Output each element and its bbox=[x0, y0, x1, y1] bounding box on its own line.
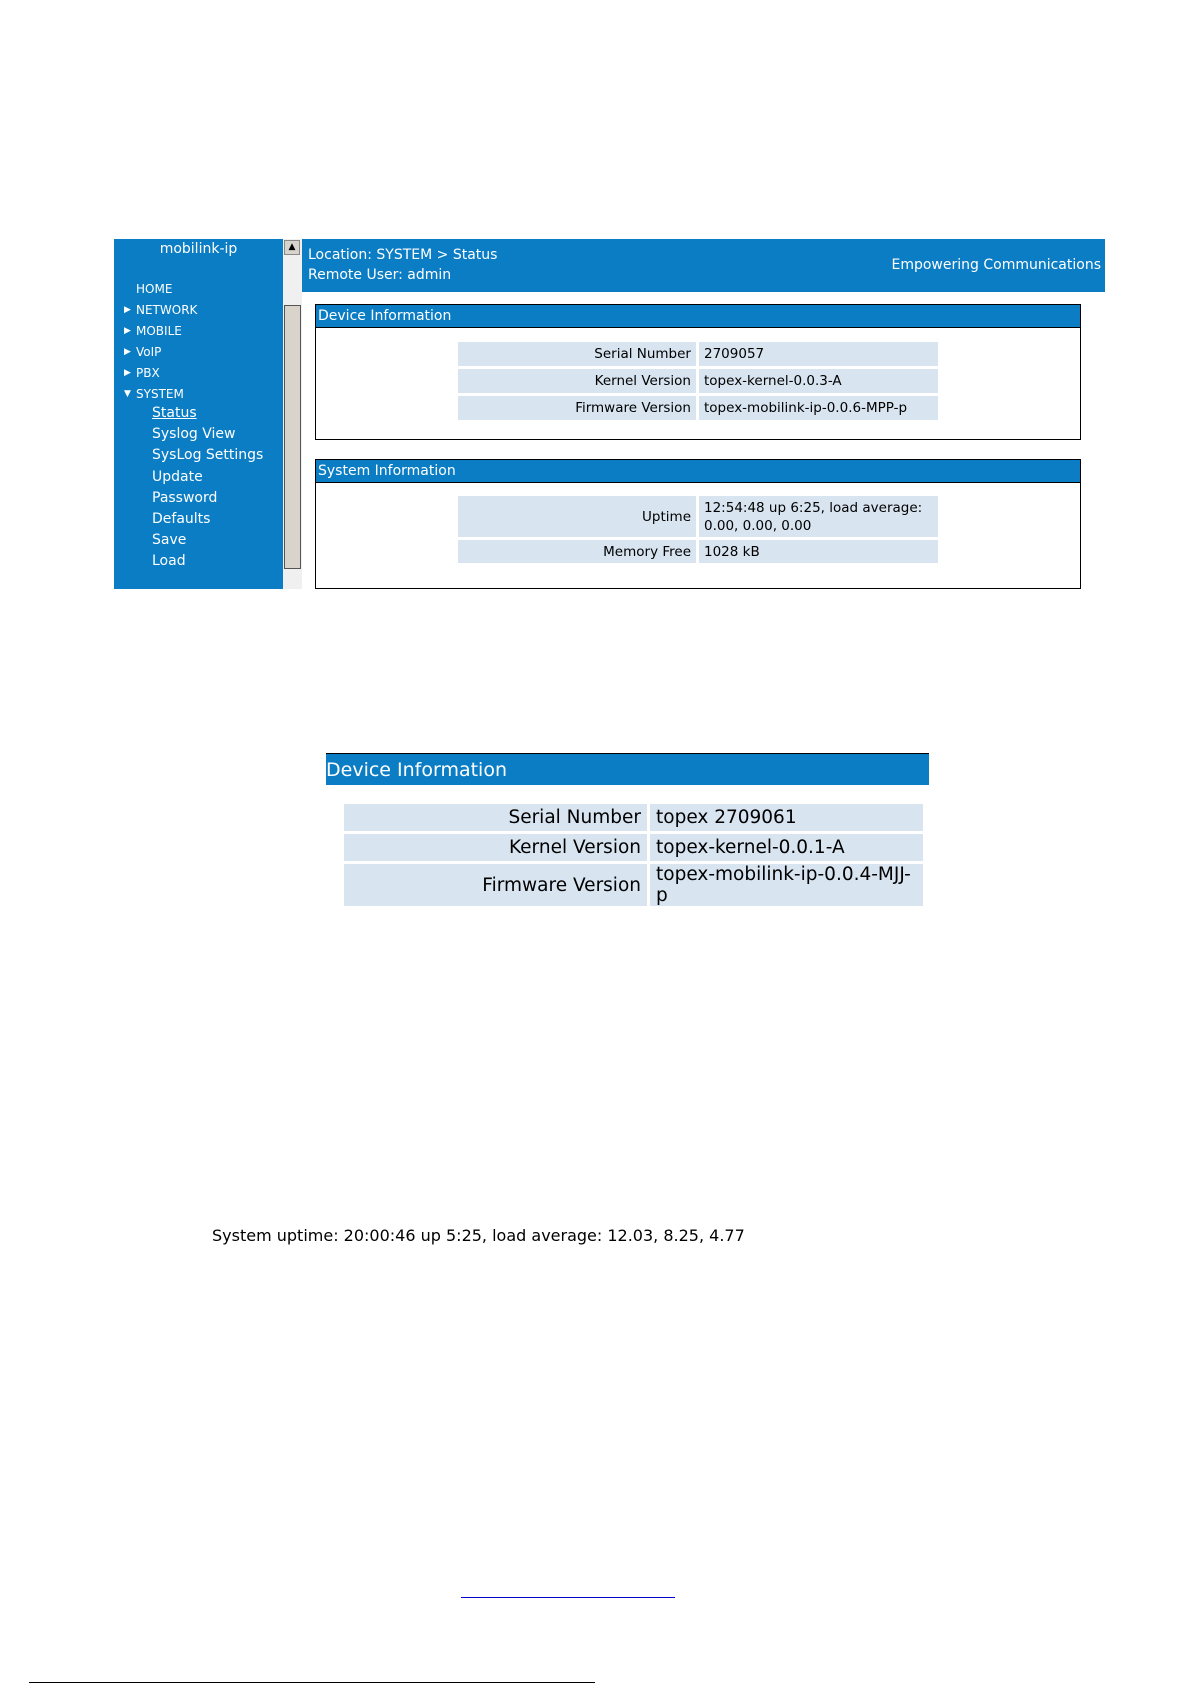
row-label: Serial Number bbox=[458, 342, 699, 366]
expand-arrow-icon: ▶ bbox=[124, 368, 131, 378]
submenu-item-defaults[interactable]: Defaults bbox=[152, 510, 211, 527]
row-value: topex-kernel-0.0.1-A bbox=[650, 834, 923, 861]
submenu-item-save[interactable]: Save bbox=[152, 532, 187, 549]
expand-arrow-icon: ▶ bbox=[124, 347, 131, 357]
sidebar bbox=[114, 239, 283, 589]
table-row bbox=[344, 834, 923, 861]
submenu-item-status[interactable]: Status bbox=[152, 405, 197, 421]
menu-item-network[interactable] bbox=[124, 300, 197, 321]
scrollbar-thumb[interactable] bbox=[284, 305, 301, 569]
submenu-item-syslog-settings[interactable]: SysLog Settings bbox=[152, 447, 264, 464]
row-label: Memory Free bbox=[458, 540, 699, 563]
table-row bbox=[458, 396, 938, 420]
system-uptime-text: System uptime: 20:00:46 up 5:25, load average: 12.03, 8.25, 4.77 bbox=[212, 1226, 745, 1245]
tagline: Empowering Communications bbox=[891, 257, 1101, 273]
menu-item-label: NETWORK bbox=[136, 303, 198, 317]
hyperlink-underline[interactable] bbox=[461, 1597, 675, 1598]
menu-item-label: HOME bbox=[136, 282, 173, 296]
menu-item-pbx[interactable] bbox=[124, 363, 197, 384]
menu-item-label: VoIP bbox=[136, 345, 162, 359]
panel-title: Device Information bbox=[316, 305, 1080, 328]
table-row bbox=[458, 342, 938, 366]
main-menu bbox=[124, 279, 197, 405]
device-information-panel bbox=[315, 304, 1081, 440]
table-row bbox=[458, 496, 938, 537]
menu-item-system[interactable] bbox=[124, 384, 197, 405]
row-value: 1028 kB bbox=[699, 540, 938, 563]
expand-arrow-icon: ▶ bbox=[124, 305, 131, 315]
system-submenu bbox=[152, 403, 263, 573]
menu-item-label: PBX bbox=[136, 366, 160, 380]
row-value: topex-mobilink-ip-0.0.4-MJJ-p bbox=[650, 864, 923, 906]
submenu-item-update[interactable]: Update bbox=[152, 468, 203, 485]
expand-arrow-icon: ▶ bbox=[124, 326, 131, 336]
submenu-item-load[interactable]: Load bbox=[152, 553, 186, 570]
menu-item-voip[interactable] bbox=[124, 342, 197, 363]
collapse-arrow-icon: ▼ bbox=[124, 389, 131, 399]
header-bar bbox=[302, 239, 1105, 292]
row-label: Kernel Version bbox=[458, 369, 699, 393]
menu-item-label: MOBILE bbox=[136, 324, 182, 338]
row-label: Firmware Version bbox=[458, 396, 699, 420]
table-row bbox=[344, 864, 923, 906]
status-page-screenshot bbox=[114, 239, 1105, 589]
app-name: mobilink-ip bbox=[159, 241, 238, 257]
device-info-table bbox=[458, 339, 938, 423]
system-info-table bbox=[458, 493, 938, 566]
device-information-closeup bbox=[326, 753, 929, 906]
submenu-item-password[interactable]: Password bbox=[152, 489, 218, 506]
footnote-separator bbox=[29, 1682, 595, 1683]
row-value: 12:54:48 up 6:25, load average: 0.00, 0.00, 0.00 bbox=[699, 496, 938, 537]
scroll-up-arrow-icon[interactable]: ▲ bbox=[284, 240, 300, 255]
table-row bbox=[344, 804, 923, 831]
row-value: topex-kernel-0.0.3-A bbox=[699, 369, 938, 393]
row-label: Uptime bbox=[458, 496, 699, 537]
device-info-table bbox=[344, 801, 923, 909]
row-value: topex-mobilink-ip-0.0.6-MPP-p bbox=[699, 396, 938, 420]
row-label: Serial Number bbox=[344, 804, 650, 831]
menu-item-home[interactable] bbox=[124, 279, 197, 300]
menu-item-mobile[interactable] bbox=[124, 321, 197, 342]
panel-title: Device Information bbox=[326, 753, 929, 785]
sidebar-scrollbar[interactable] bbox=[283, 239, 302, 589]
row-value: 2709057 bbox=[699, 342, 938, 366]
remote-user: Remote User: admin bbox=[308, 267, 452, 283]
row-value: topex 2709061 bbox=[650, 804, 923, 831]
submenu-item-syslog-view[interactable]: Syslog View bbox=[152, 426, 236, 443]
panel-title: System Information bbox=[316, 460, 1080, 483]
system-information-panel bbox=[315, 459, 1081, 589]
row-label: Firmware Version bbox=[344, 864, 650, 906]
table-row bbox=[458, 369, 938, 393]
table-row bbox=[458, 540, 938, 563]
menu-item-label: SYSTEM bbox=[136, 387, 184, 401]
breadcrumb: Location: SYSTEM > Status bbox=[308, 247, 498, 263]
row-label: Kernel Version bbox=[344, 834, 650, 861]
